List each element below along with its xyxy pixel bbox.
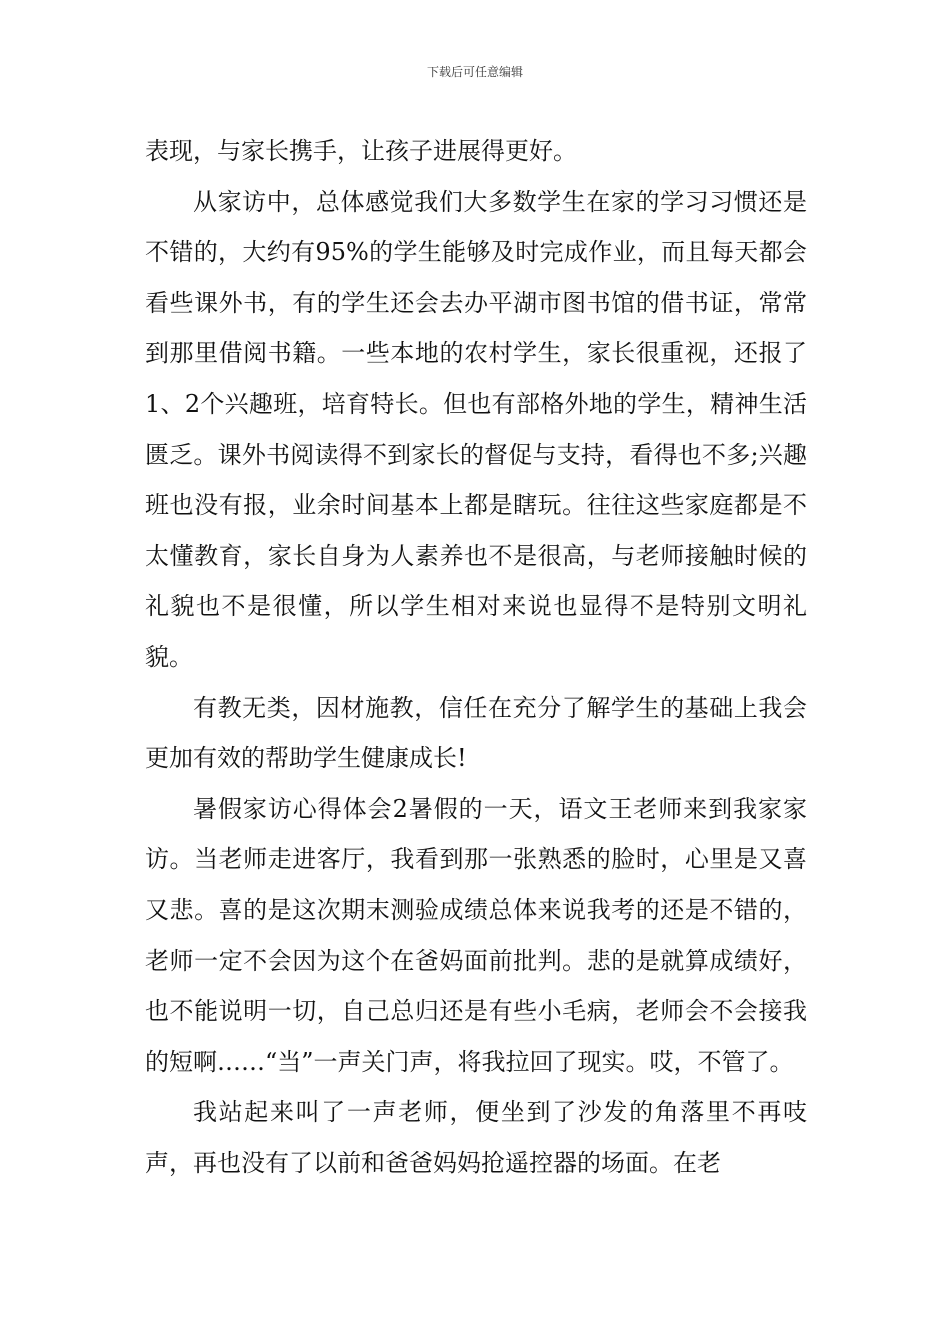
paragraph: 表现，与家长携手，让孩子进展得更好。	[145, 137, 577, 165]
page-header: 下载后可任意编辑	[426, 65, 523, 79]
paragraph: 暑假家访心得体会2暑假的一天，语文王老师来到我家家访。当老师走进客厅，我看到那一张熟悉的脸时，心里是又喜又悲。喜的是这次期末测验成绩总体来说我考的还是不错的，老师一定不会因为这个在爸妈面前批判。悲的是就算成绩好，也不能说明一切，自己总归还是有些小毛病，老师会不会接我的短啊……“当”一声关门声，将我拉回了现实。哎，不管了。	[145, 794, 807, 1076]
paragraph: 有教无类，因材施教，信任在充分了解学生的基础上我会更加有效的帮助学生健康成长!	[145, 693, 807, 773]
document-body	[145, 126, 807, 1188]
paragraph: 从家访中，总体感觉我们大多数学生在家的学习习惯还是不错的，大约有95%的学生能够及时完成作业，而且每天都会看些课外书，有的学生还会去办平湖市图书馆的借书证，常常到那里借阅书籍。一些本地的农村学生，家长很重视，还报了1、2个兴趣班，培育特长。但也有部格外地的学生，精神生活匮乏。课外书阅读得不到家长的督促与支持，看得也不多;兴趣班也没有报，业余时间基本上都是瞎玩。往往这些家庭都是不太懂教育，家长自身为人素养也不是很高，与老师接触时候的礼貌也不是很懂，所以学生相对来说也显得不是特别文明礼貌。	[145, 187, 807, 671]
paragraph: 我站起来叫了一声老师，便坐到了沙发的角落里不再吱声，再也没有了以前和爸爸妈妈抢遥控器的场面。在老	[145, 1098, 807, 1177]
